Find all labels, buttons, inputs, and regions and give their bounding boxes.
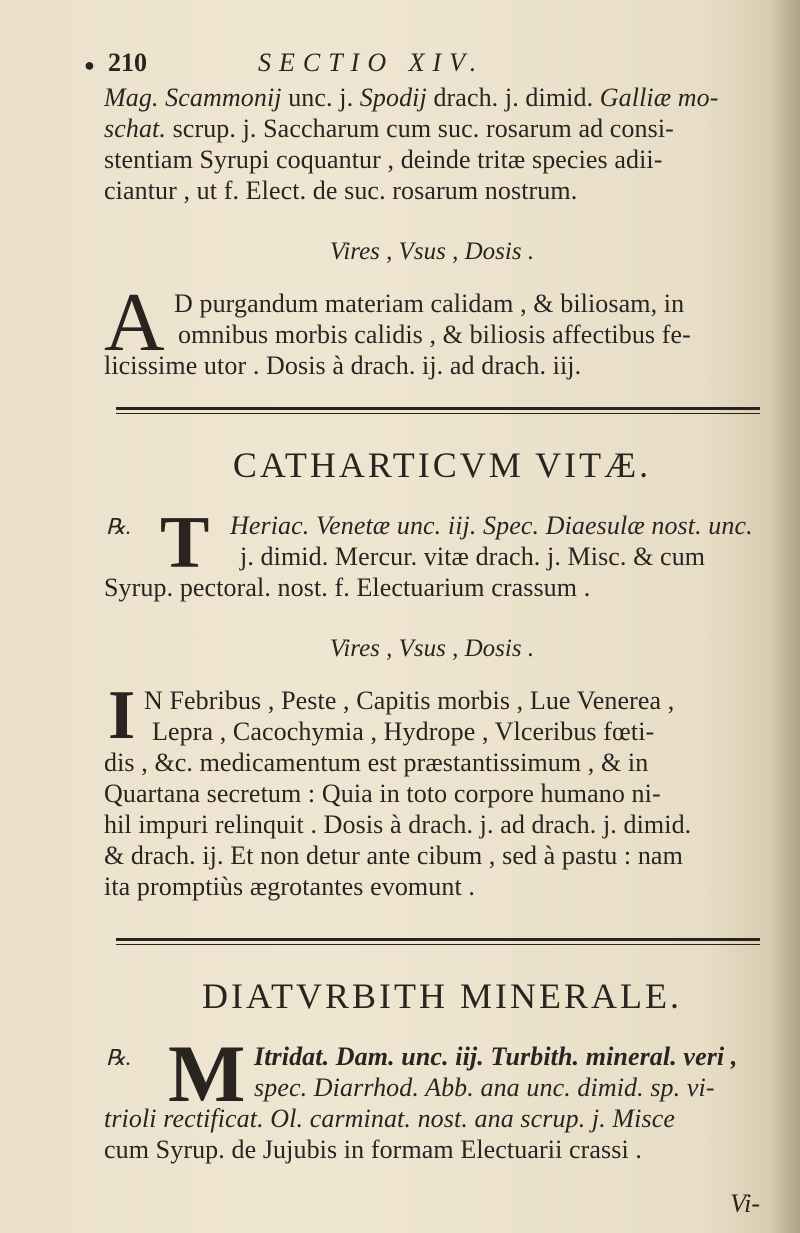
section-title: DIATVRBITH MINERALE. [202,976,682,1016]
text-line: trioli rectificat. Ol. carminat. nost. ana scrup. j. Misce [104,1104,676,1133]
subheading-vires-usus-dosis: Vires , Vsus , Dosis . [329,238,535,265]
drop-cap: I [108,677,136,754]
section-divider [116,938,760,945]
text-line: omnibus morbis calidis , & biliosis affectibus fe- [178,320,691,349]
running-head: SECTIO XIV. [258,48,485,77]
recipe-symbol: ℞. [106,1045,132,1070]
text-line: ciantur , ut f. Elect. de suc. rosarum nostrum. [104,176,578,205]
text-line: hil impuri relinquit . Dosis à drach. j. ad drach. j. dimid. [104,810,692,839]
text-line: D purgandum materiam calidam , & biliosam, in [174,289,685,318]
drop-cap: A [104,276,165,369]
section-1-paragraph [104,276,760,381]
text-line: spec. Diarrhod. Abb. ana unc. dimid. sp. vi- [254,1073,715,1102]
page-number: 210 [108,48,147,77]
text-line: Lepra , Cacochymia , Hydrope , Vlceribus fœti- [152,717,655,746]
text-line: Heriac. Venetæ unc. iij. Spec. Diaesulæ nost. unc. [230,511,753,540]
page-content [84,48,760,1219]
section-2-recipe [104,502,760,603]
section-3-recipe [104,1028,760,1165]
text-line: j. dimid. Mercur. vitæ drach. j. Misc. & cum [240,542,706,571]
section-title: CATHARTICVM VITÆ. [232,445,652,485]
running-header [84,48,760,82]
text-line: N Febribus , Peste , Capitis morbis , Lue Venerea , [144,686,675,715]
text-line: Quartana secretum : Quia in toto corpore humano ni- [104,779,661,808]
text-line: ita promptiùs ægrotantes evomunt . [104,872,475,901]
recipe-symbol: ℞. [106,514,132,539]
text-line: Itridat. Dam. unc. iij. Turbith. mineral. veri , [254,1042,738,1071]
drop-cap: M [168,1028,246,1119]
section-2-paragraph [104,677,760,902]
text-line: stentiam Syrupi coquantur , deinde tritæ species adii- [104,145,663,174]
text-line: schat. scrup. j. Saccharum cum suc. rosarum ad consi- [104,114,674,143]
drop-cap: T [160,502,210,584]
text-line: & drach. ij. Et non detur ante cibum , sed à pastu : nam [104,841,683,870]
section-1-recipe [104,82,760,206]
text-line: Syrup. pectoral. nost. f. Electuarium crassum . [104,573,591,602]
text-line: dis , &c. medicamentum est præstantissimum , & in [104,748,649,777]
text-line: cum Syrup. de Jujubis in formam Electuarii crassi . [104,1135,642,1164]
bullet-icon: ● [84,55,95,75]
section-divider [116,407,760,414]
text-line: licissime utor . Dosis à drach. ij. ad drach. iij. [104,351,582,380]
subheading-vires-usus-dosis: Vires , Vsus , Dosis . [329,635,535,662]
page-edge-shadow [770,0,800,1233]
catchword: Vi- [730,1189,760,1218]
text-line: Mag. Scammonij unc. j. Spodij drach. j. dimid. Galliæ mo- [104,83,719,112]
